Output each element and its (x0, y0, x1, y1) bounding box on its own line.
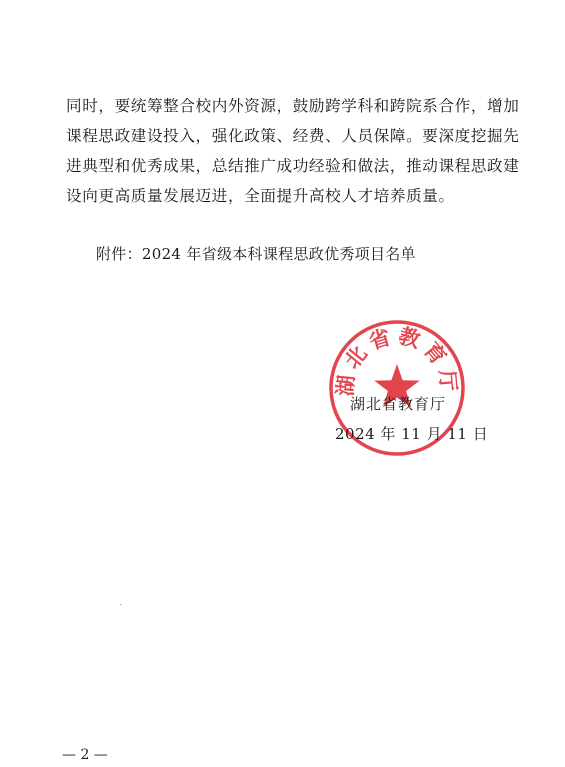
issuing-organization: 湖北省教育厅 (350, 395, 447, 413)
paragraph-line-3: 进典型和优秀成果，总结推广成功经验和做法，推动课程思政建 (66, 157, 520, 175)
issue-date: 2024 年 11 月 11 日 (335, 425, 489, 443)
seal-text: 湖北省教育厅 (333, 323, 461, 398)
paragraph-line-4: 设向更高质量发展迈进，全面提升高校人才培养质量。 (66, 187, 455, 205)
paragraph-line-2: 课程思政建设投入，强化政策、经费、人员保障。要深度挖掘先 (66, 127, 520, 145)
paragraph-line-1: 同时，要统筹整合校内外资源，鼓励跨学科和跨院系合作，增加 (66, 97, 520, 115)
attachment-line: 附件：2024 年省级本科课程思政优秀项目名单 (96, 245, 416, 263)
page-number: — 2 — (62, 747, 108, 763)
scan-speck (120, 604, 121, 605)
